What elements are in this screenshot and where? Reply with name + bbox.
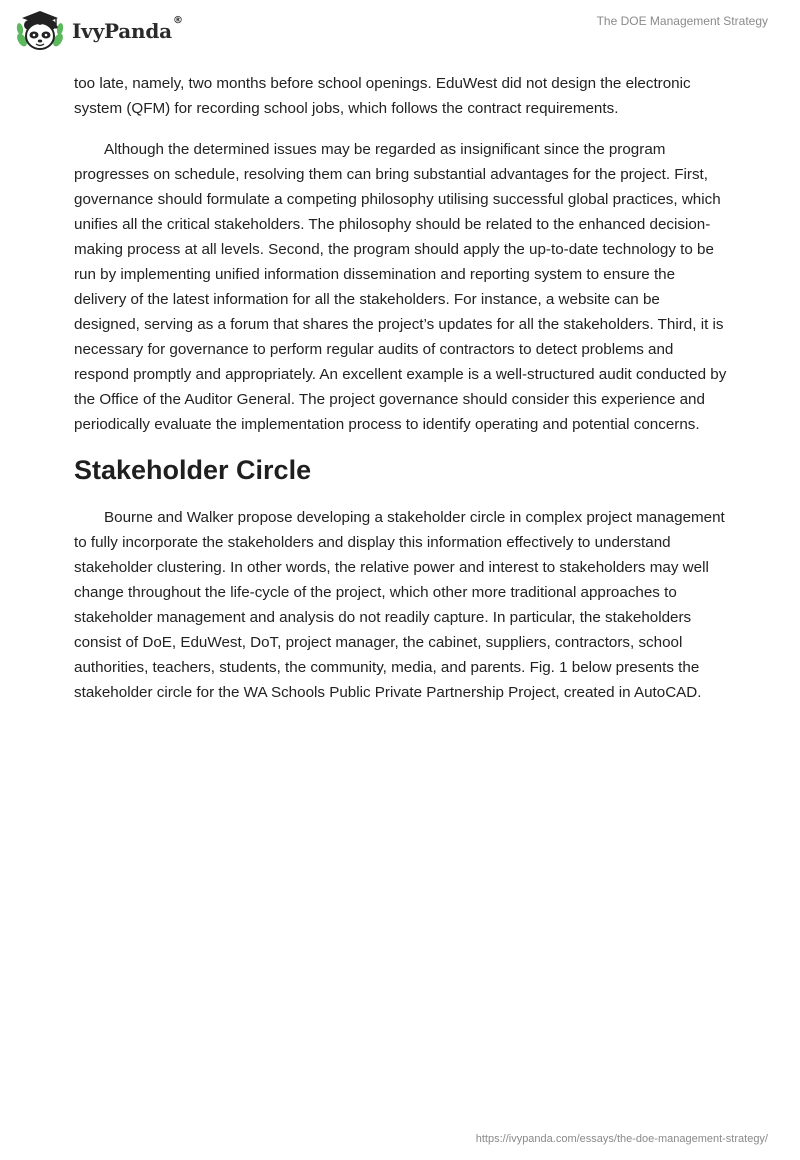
ivypanda-logo[interactable] bbox=[14, 7, 183, 55]
paragraph-stakeholder-circle: Bourne and Walker propose developing a stakeholder circle in complex project management to fully incorporate the stakeholders and display this information effectively to understand stakeholder clustering. In other words, the relative power and interest to stakeholders may well change throughout the life-cycle of the project, which other more traditional approaches to stakeholder management and analysis do not readily capture. In particular, the stakeholders consist of DoE, EduWest, DoT, project manager, the cabinet, suppliers, contractors, school authorities, teachers, students, the community, media, and parents. Fig. 1 below presents the stakeholder circle for the WA Schools Public Private Partnership Project, created in AutoCAD. bbox=[74, 509, 725, 701]
essay-content bbox=[74, 71, 728, 721]
paragraph-recommendations: Although the determined issues may be regarded as insignificant since the program progresses on schedule, resolving them can bring substantial advantages for the project. First, governance should formulate a competing philosophy utilising successful global practices, which unifies all the critical stakeholders. The philosophy should be related to the enhanced decision-making process at all levels. Second, the program should apply the up-to-date technology to be run by implementing unified information dissemination and reporting system to ensure the delivery of the latest information for all the stakeholders. For instance, a website can be designed, serving as a forum that shares the project’s updates for all the stakeholders. Third, it is necessary for governance to perform regular audits of contractors to detect problems and respond promptly and appropriately. An excellent example is a well-structured audit conducted by the Office of the Auditor General. The project governance should consider this experience and periodically evaluate the implementation process to identify operating and potential concerns. bbox=[74, 141, 727, 433]
panda-graduate-icon bbox=[14, 7, 66, 55]
page-header bbox=[0, 0, 800, 64]
paragraph-continuation: too late, namely, two months before school openings. EduWest did not design the electronic system (QFM) for recording school jobs, which follows the contract requirements. bbox=[74, 75, 691, 117]
registered-mark: ® bbox=[172, 15, 183, 26]
brand-name: IvyPanda® bbox=[72, 15, 183, 43]
source-url[interactable]: https://ivypanda.com/essays/the-doe-management-strategy/ bbox=[475, 1133, 768, 1145]
document-title: The DOE Management Strategy bbox=[596, 14, 768, 28]
section-heading: Stakeholder Circle bbox=[74, 455, 312, 485]
